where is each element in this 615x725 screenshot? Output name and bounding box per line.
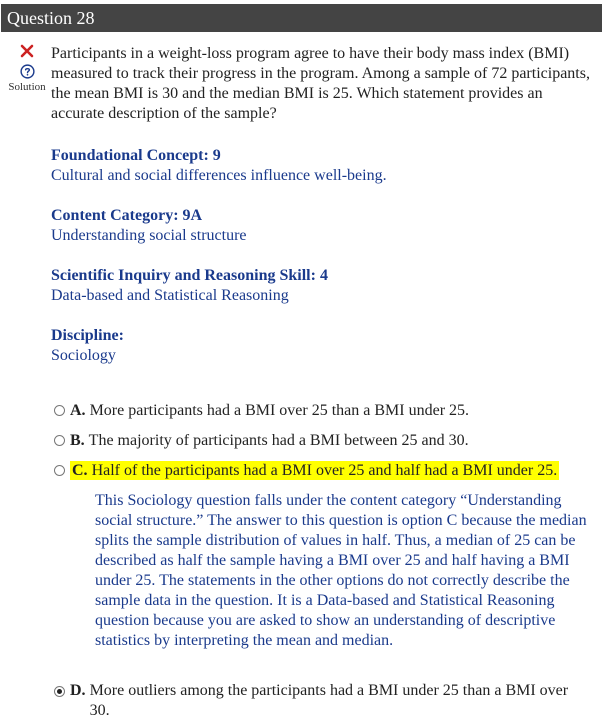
option-d-letter: D. (70, 682, 86, 699)
option-b[interactable] (54, 431, 604, 451)
content-category-title: Content Category: 9A (51, 207, 203, 224)
option-c[interactable] (54, 461, 604, 481)
foundational-concept-value: Cultural and social differences influence well-being. (51, 167, 387, 184)
foundational-concept (51, 146, 599, 186)
incorrect-x-icon (20, 44, 34, 58)
content-category-value: Understanding social structure (51, 227, 247, 244)
option-c-text: Half of the participants had a BMI over 25 and half had a BMI under 25. (91, 462, 558, 479)
content-category (51, 206, 599, 246)
foundational-concept-title: Foundational Concept: 9 (51, 147, 221, 164)
discipline-title: Discipline: (51, 327, 124, 344)
question-header (1, 4, 602, 32)
option-a-letter: A. (70, 402, 86, 419)
option-d-text: More outliers among the participants had a BMI under 25 than a BMI over 30. (89, 682, 569, 719)
option-d[interactable] (54, 681, 604, 721)
solution-question-icon[interactable] (20, 64, 35, 79)
solution-link[interactable]: Solution (8, 81, 46, 93)
question-title: Question 28 (7, 8, 95, 28)
reasoning-skill (51, 266, 599, 306)
answer-explanation: This Sociology question falls under the content category “Understanding social structure.” The answer to this question is option C because the median splits the sample distribution of values in half. Thus, a median of 25 can be described as half the sample having a BMI over 25 and half having a BMI under 25. The statements in the other options do not correctly describe the sample data in the question. It is a Data-based and Statistical Reasoning question because you are asked to show an understanding of descriptive statistics by interpreting the mean and median. (95, 492, 587, 649)
option-a-radio[interactable] (54, 405, 65, 416)
option-c-highlight (70, 461, 559, 480)
discipline-value: Sociology (51, 347, 116, 364)
status-icons (6, 44, 48, 93)
option-a[interactable] (54, 401, 604, 421)
question-stem: Participants in a weight-loss program agree to have their body mass index (BMI) measured to track their progress in the program. Among a sample of 72 participants, the mean BMI is 30 and the median BMI is 25. Which statement provides an accurate description of the sample? (51, 45, 590, 122)
reasoning-skill-title: Scientific Inquiry and Reasoning Skill: 4 (51, 267, 328, 284)
reasoning-skill-value: Data-based and Statistical Reasoning (51, 287, 289, 304)
option-b-letter: B. (70, 432, 85, 449)
option-c-letter: C. (72, 462, 88, 479)
option-b-text: The majority of participants had a BMI between 25 and 30. (88, 432, 469, 449)
option-b-radio[interactable] (54, 435, 65, 446)
option-d-radio[interactable] (54, 686, 65, 697)
option-a-text: More participants had a BMI over 25 than a BMI under 25. (89, 402, 470, 419)
option-c-radio[interactable] (54, 465, 65, 476)
discipline (51, 326, 599, 366)
